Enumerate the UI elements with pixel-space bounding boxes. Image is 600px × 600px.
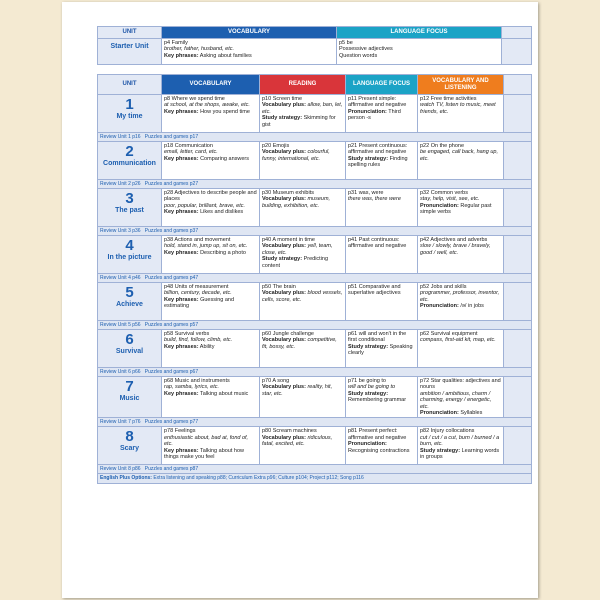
vocabulary-cell <box>162 427 260 465</box>
units-table <box>97 74 532 484</box>
review-unit-link[interactable]: Review Unit 2 p26 <box>100 181 141 187</box>
row-tail <box>504 95 532 133</box>
puzzles-games-link[interactable]: Puzzles and games p47 <box>144 275 199 281</box>
vl-items: cut / cut / a cut, burn / burned / a burn, etc. <box>420 434 500 448</box>
unit-row <box>98 95 532 133</box>
language-study-strategy: Study strategy: Finding spelling rules <box>348 155 408 169</box>
vocab-page: p68 Music and instruments <box>164 378 230 384</box>
vocabulary-cell <box>162 189 260 227</box>
unit-number: 4 <box>125 237 134 254</box>
review-row <box>98 180 532 189</box>
unit-number: 6 <box>125 331 134 348</box>
starter-lang-page: p5 be <box>339 40 353 46</box>
language-page: p11 Present simple: affirmative and negative <box>348 96 407 109</box>
reading-page: p30 Museum exhibits <box>262 190 314 196</box>
reading-page: p40 A moment in time <box>262 237 315 243</box>
vl-pronunciation: Pronunciation: Syllables <box>420 410 483 417</box>
vocabulary-cell <box>162 377 260 418</box>
row-tail <box>504 236 532 274</box>
starter-unit-label: Starter Unit <box>98 39 162 65</box>
review-row <box>98 321 532 330</box>
row-tail <box>504 142 532 180</box>
unit-cell <box>98 427 162 465</box>
vl-page: p82 Injury collocations <box>420 428 475 435</box>
vocab-listening-cell <box>418 427 504 465</box>
review-unit-link[interactable]: Review Unit 5 p56 <box>100 322 141 328</box>
starter-language-cell <box>337 39 502 65</box>
starter-vocab-page: p4 Family <box>164 40 188 46</box>
review-cell <box>98 321 532 330</box>
vl-items: stay, help, visit, see, etc. <box>420 196 480 203</box>
unit-number: 2 <box>125 143 134 160</box>
vocab-key-phrases: Key phrases: Comparing answers <box>164 155 249 162</box>
vocab-page: p28 Adjectives to describe people and places <box>164 190 257 203</box>
language-page: p31 was, were <box>348 190 384 196</box>
unit-name: Communication <box>103 160 156 167</box>
header-unit: UNIT <box>98 27 162 39</box>
reading-page: p10 Screen time <box>262 96 303 102</box>
vocab-page: p58 Survival verbs <box>164 331 210 337</box>
vocab-key-phrases: Key phrases: Describing a photo <box>164 249 246 256</box>
puzzles-games-link[interactable]: Puzzles and games p57 <box>144 322 199 328</box>
row-tail <box>504 283 532 321</box>
syllabus-page <box>62 2 538 598</box>
puzzles-games-link[interactable]: Puzzles and games p77 <box>144 419 199 426</box>
unit-number: 7 <box>125 378 134 395</box>
vocab-page: p8 Where we spend time <box>164 96 225 102</box>
language-page: p41 Past continuous: affirmative and negative <box>348 237 407 250</box>
unit-row <box>98 427 532 465</box>
language-page: p81 Present perfect: affirmative and negative <box>348 428 407 441</box>
reading-vocab-plus: Vocabulary plus: competitive, fit, bossy, etc. <box>262 337 337 350</box>
header-language-focus: LANGUAGE FOCUS <box>337 27 502 39</box>
unit-cell <box>98 283 162 321</box>
starter-vocab-items: brother, father, husband, etc. <box>164 46 235 53</box>
unit-number: 5 <box>125 284 134 301</box>
review-row <box>98 465 532 474</box>
vocab-items: build, find, follow, climb, etc. <box>164 337 233 344</box>
vl-study-strategy: Study strategy: Learning words in groups <box>420 447 500 461</box>
vocab-items: hold, stand in, jump up, sit on, etc. <box>164 243 248 250</box>
review-cell <box>98 368 532 377</box>
units-body <box>98 95 532 474</box>
language-focus-cell <box>346 95 418 133</box>
language-focus-cell <box>346 283 418 321</box>
vl-pronunciation: Pronunciation: Regular past simple verbs <box>420 202 492 216</box>
unit-name: Survival <box>115 348 144 355</box>
review-row <box>98 133 532 142</box>
vl-pronunciation: Pronunciation: /ə/ in jobs <box>420 303 484 310</box>
review-cell <box>98 274 532 283</box>
vocab-key-phrases: Key phrases: Guessing and estimating <box>164 296 235 310</box>
vocab-key-phrases: Key phrases: How you spend time <box>164 108 250 115</box>
review-unit-link[interactable]: Review Unit 6 p66 <box>100 369 141 375</box>
reading-cell <box>260 427 346 465</box>
review-row <box>98 227 532 236</box>
review-cell <box>98 418 532 427</box>
review-cell <box>98 133 532 142</box>
row-tail <box>504 377 532 418</box>
language-pronunciation: Pronunciation: Third person -s <box>348 108 401 122</box>
row-tail <box>504 427 532 465</box>
review-unit-link[interactable]: Review Unit 3 p36 <box>100 228 141 234</box>
unit-number: 8 <box>125 428 134 446</box>
starter-tail <box>502 39 532 65</box>
vocab-listening-cell <box>418 95 504 133</box>
unit-name: Scary <box>119 445 140 453</box>
reading-page: p80 Scream machines <box>262 428 317 435</box>
vocabulary-cell <box>162 236 260 274</box>
vl-page: p62 Survival equipment <box>420 331 478 337</box>
unit-cell <box>98 142 162 180</box>
language-page: p21 Present continuous: affirmative and negative <box>348 143 408 156</box>
review-cell <box>98 180 532 189</box>
vocab-page: p38 Actions and movement <box>164 237 231 243</box>
reading-vocab-plus: Vocabulary plus: yell, team, close, etc. <box>262 243 333 256</box>
vocab-page: p78 Feelings <box>164 428 196 435</box>
starter-table <box>97 26 532 65</box>
language-page: p61 will and won't in the first conditional <box>348 331 407 344</box>
vl-items: watch TV, listen to music, meet friends, etc. <box>420 102 496 115</box>
starter-vocab-cell <box>162 39 337 65</box>
puzzles-games-link[interactable]: Puzzles and games p37 <box>144 228 199 234</box>
vocab-items: rap, samba, lyrics, etc. <box>164 384 220 391</box>
review-cell <box>98 465 532 474</box>
vocab-key-phrases: Key phrases: Talking about music <box>164 390 249 397</box>
vocab-listening-cell <box>418 330 504 368</box>
language-focus-cell <box>346 330 418 368</box>
reading-cell <box>260 95 346 133</box>
unit-cell <box>98 95 162 133</box>
reading-vocab-plus: Vocabulary plus: ridiculous, fatal, excited, etc. <box>262 434 333 448</box>
unit-row <box>98 330 532 368</box>
language-items: there was, there were <box>348 196 401 203</box>
vl-page: p42 Adjectives and adverbs <box>420 237 488 243</box>
vocab-items: email, letter, card, etc. <box>164 149 218 156</box>
vocab-items: enthusiastic about, bad at, fond of, etc. <box>164 434 249 448</box>
review-unit-link[interactable]: Review Unit 8 p86 <box>100 466 141 473</box>
reading-cell <box>260 283 346 321</box>
reading-page: p60 Jungle challenge <box>262 331 314 337</box>
vl-page: p12 Free time activities <box>420 96 477 102</box>
unit-number: 3 <box>125 190 134 207</box>
vocab-listening-cell <box>418 236 504 274</box>
header-language-focus: LANGUAGE FOCUS <box>346 75 418 95</box>
reading-cell <box>260 189 346 227</box>
reading-cell <box>260 377 346 418</box>
vocab-page: p18 Communication <box>164 143 213 149</box>
vocab-key-phrases: Key phrases: Likes and dislikes <box>164 209 244 216</box>
reading-vocab-plus: Vocabulary plus: allow, ban, let, etc. <box>262 102 343 115</box>
reading-page: p50 The brain <box>262 284 296 290</box>
unit-cell <box>98 330 162 368</box>
unit-name: In the picture <box>107 254 152 261</box>
header-vocab-listening: VOCABULARY AND LISTENING <box>418 75 504 95</box>
unit-name: Achieve <box>116 301 143 308</box>
reading-study-strategy: Study strategy: Predicting content <box>262 256 329 269</box>
english-plus-options: English Plus Options: Extra listening and speaking p88; Curriculum Extra p96; Culture p104; Project p112; Song p116 <box>98 474 532 483</box>
language-page: p51 Comparative and superlative adjectives <box>348 284 401 297</box>
vl-page: p22 On the phone <box>420 143 465 149</box>
unit-row <box>98 189 532 227</box>
vocab-listening-cell <box>418 377 504 418</box>
starter-key-phrases: Key phrases: Asking about families <box>164 52 252 59</box>
reading-vocab-plus: Vocabulary plus: reality, hit, star, etc. <box>262 384 333 397</box>
language-focus-cell <box>346 377 418 418</box>
vl-page: p32 Common verbs <box>420 190 468 196</box>
review-unit-link[interactable]: Review Unit 1 p16 <box>100 134 141 140</box>
reading-cell <box>260 330 346 368</box>
review-cell <box>98 227 532 236</box>
vl-items: compass, first-aid kit, map, etc. <box>420 337 496 344</box>
header-vocabulary: VOCABULARY <box>162 75 260 95</box>
reading-page: p70 A song <box>262 378 290 384</box>
vocabulary-cell <box>162 95 260 133</box>
vocab-key-phrases: Key phrases: Talking about how things make you feel <box>164 447 245 461</box>
vl-items: slow / slowly, brave / bravely, good / well, etc. <box>420 243 491 256</box>
language-focus-cell <box>346 427 418 465</box>
puzzles-games-link[interactable]: Puzzles and games p17 <box>144 134 199 140</box>
unit-number: 1 <box>125 96 134 113</box>
reading-page: p20 Emojis <box>262 143 290 149</box>
review-row <box>98 274 532 283</box>
unit-row <box>98 236 532 274</box>
vocab-items: at school, at the shops, awake, etc. <box>164 102 250 109</box>
unit-row <box>98 377 532 418</box>
header-vocabulary: VOCABULARY <box>162 27 337 39</box>
unit-cell <box>98 377 162 418</box>
review-row <box>98 368 532 377</box>
row-tail <box>504 330 532 368</box>
language-focus-cell <box>346 189 418 227</box>
language-focus-cell <box>346 142 418 180</box>
vocab-items: billion, century, decade, etc. <box>164 290 232 297</box>
review-unit-link[interactable]: Review Unit 4 p46 <box>100 275 141 281</box>
unit-row <box>98 283 532 321</box>
vl-items: be engaged, call back, hang up, etc. <box>420 149 498 162</box>
puzzles-games-link[interactable]: Puzzles and games p27 <box>144 181 199 187</box>
reading-study-strategy: Study strategy: Skimming for gist <box>262 115 336 128</box>
starter-lang-line3: Question words <box>339 52 378 59</box>
vl-page: p72 Star qualities: adjectives and nouns <box>420 378 501 391</box>
unit-cell <box>98 189 162 227</box>
vocab-items: poor, popular, brilliant, brave, etc. <box>164 202 246 209</box>
starter-lang-line2: Possessive adjectives <box>339 46 393 53</box>
header-unit: UNIT <box>98 75 162 95</box>
vocab-listening-cell <box>418 189 504 227</box>
row-tail <box>504 189 532 227</box>
vl-items: programmer, professor, inventor, etc. <box>420 290 500 303</box>
vl-items: ambition / ambitious, charm / charming, energy / energetic, etc. <box>420 390 492 410</box>
language-items: will and be going to <box>348 384 396 391</box>
review-row <box>98 418 532 427</box>
unit-name: Music <box>119 395 140 402</box>
unit-row <box>98 142 532 180</box>
vocabulary-cell <box>162 142 260 180</box>
header-reading: READING <box>260 75 346 95</box>
review-unit-link[interactable]: Review Unit 7 p76 <box>100 419 141 426</box>
reading-vocab-plus: Vocabulary plus: colourful, funny, international, etc. <box>262 149 330 162</box>
language-pronunciation: Pronunciation: Recognising contractions <box>348 441 410 454</box>
language-focus-cell <box>346 236 418 274</box>
vl-page: p52 Jobs and skills <box>420 284 467 290</box>
unit-cell <box>98 236 162 274</box>
language-page: p71 be going to <box>348 378 386 384</box>
unit-name: My time <box>116 113 143 120</box>
reading-cell <box>260 142 346 180</box>
puzzles-games-link[interactable]: Puzzles and games p87 <box>144 466 199 473</box>
reading-cell <box>260 236 346 274</box>
reading-vocab-plus: Vocabulary plus: museum, building, exhibition, etc. <box>262 196 331 209</box>
vocab-listening-cell <box>418 283 504 321</box>
language-study-strategy: Study strategy: Remembering grammar <box>348 390 407 404</box>
language-study-strategy: Study strategy: Speaking clearly <box>348 343 413 357</box>
header-tail <box>504 75 532 95</box>
header-tail <box>502 27 532 39</box>
unit-name: The past <box>115 207 144 214</box>
vocab-listening-cell <box>418 142 504 180</box>
vocab-key-phrases: Key phrases: Ability <box>164 343 215 350</box>
vocab-page: p48 Units of measurement <box>164 284 229 290</box>
puzzles-games-link[interactable]: Puzzles and games p67 <box>144 369 199 375</box>
reading-vocab-plus: Vocabulary plus: blood vessels, cells, score, etc. <box>262 290 343 303</box>
vocabulary-cell <box>162 330 260 368</box>
vocabulary-cell <box>162 283 260 321</box>
